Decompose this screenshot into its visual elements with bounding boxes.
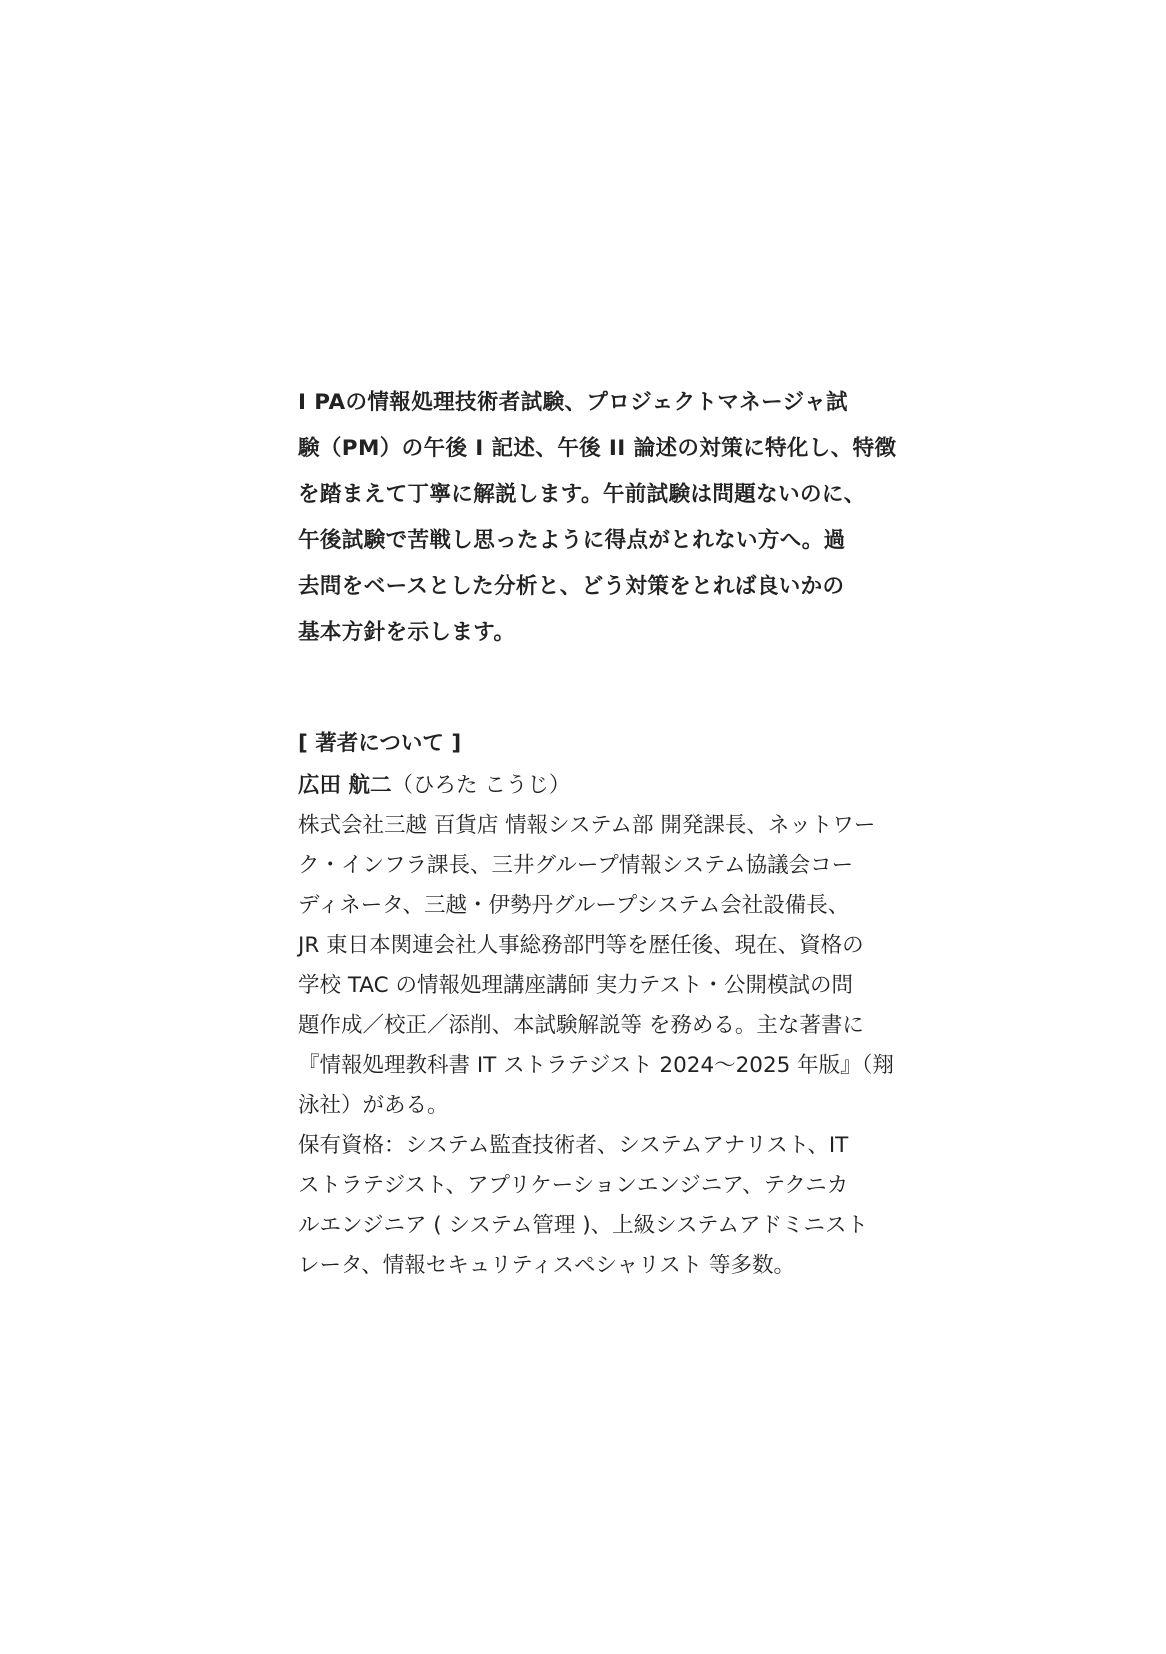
bio-line: ルエンジニア ( システム管理 )、上級システムアドミニスト	[298, 1213, 868, 1238]
bio-line: ク・インフラ課長、三井グループ情報システム協議会コー	[298, 853, 854, 878]
author-bio	[298, 806, 894, 1286]
bio-line: 『情報処理教科書 IT ストラテジスト 2024〜2025 年版』（翔	[298, 1053, 894, 1078]
author-section	[298, 722, 894, 1286]
author-name: 広田 航二	[298, 773, 392, 798]
author-name-row	[298, 766, 883, 806]
bio-line: JR 東日本関連会社人事総務部門等を歴任後、現在、資格の	[298, 933, 864, 958]
description-line: 験（PM）の午後 I 記述、午後 II 論述の対策に特化し、特徴	[298, 436, 897, 461]
bio-line: 題作成／校正／添削、本試験解説等 を務める。主な著書に	[298, 1013, 864, 1038]
bio-line: ディネータ、三越・伊勢丹グループシステム会社設備長、	[298, 893, 850, 918]
description-line: 午後試験で苦戦し思ったように得点がとれない方へ。過	[298, 528, 846, 553]
author-heading: [ 著者について ]	[298, 731, 462, 756]
description-line: I PAの情報処理技術者試験、プロジェクトマネージャ試	[298, 390, 848, 415]
author-name-reading: （ひろた こうじ）	[391, 773, 571, 798]
book-description	[298, 380, 897, 656]
bio-line: レータ、情報セキュリティスペシャリスト 等多数。	[298, 1253, 796, 1278]
description-line: 基本方針を示します。	[298, 620, 516, 645]
bio-line: 泳社）がある。	[298, 1093, 449, 1118]
description-line: を踏まえて丁寧に解説します。午前試験は問題ないのに、	[298, 482, 866, 507]
bio-line: 保有資格：システム監査技術者、システムアナリスト、IT	[298, 1133, 849, 1158]
bio-line: ストラテジスト、アプリケーションエンジニア、テクニカ	[298, 1173, 849, 1198]
description-line: 去問をベースとした分析と、どう対策をとれば良いかの	[298, 574, 845, 599]
bio-line: 学校 TAC の情報処理講座講師 実力テスト・公開模試の問	[298, 973, 853, 998]
bio-line: 株式会社三越 百貨店 情報システム部 開発課長、ネットワー	[298, 813, 876, 838]
